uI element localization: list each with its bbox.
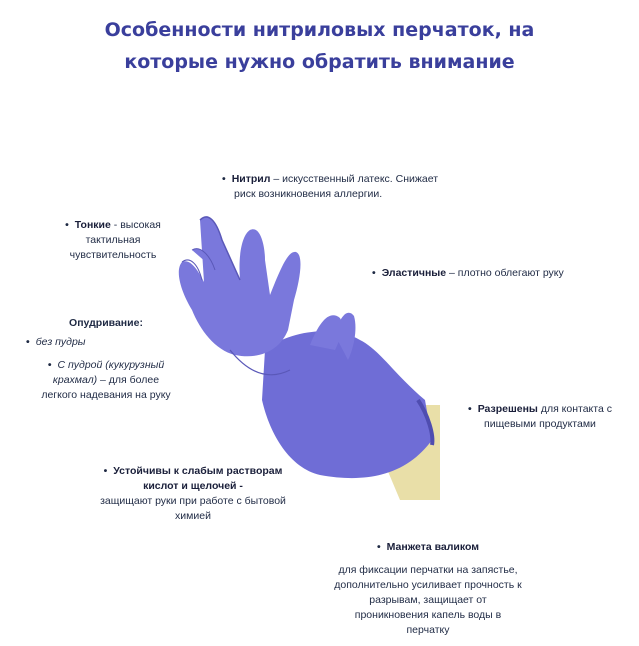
cuff-line-1: для фиксации перчатки на запястье, <box>338 564 518 576</box>
food-term: Разрешены <box>477 403 538 415</box>
food-text-1: для контакта с <box>537 403 612 415</box>
resistant-line-4: химией <box>175 510 211 522</box>
nitrile-term: Нитрил <box>231 173 271 185</box>
thin-text-2: тактильная <box>85 234 141 246</box>
bullet-icon: • <box>65 219 69 231</box>
note-powder <box>16 316 196 403</box>
title-line-2: которые нужно обратить внимание <box>124 51 515 73</box>
bullet-icon: • <box>222 173 226 185</box>
page-title <box>0 14 639 78</box>
powder-item-2-line-2-rest: для более <box>105 374 160 386</box>
bullet-icon: • <box>468 403 472 415</box>
bullet-icon: • <box>376 541 381 553</box>
bullet-icon: • <box>103 465 108 477</box>
thin-text-1: - высокая <box>110 219 161 231</box>
glove-hand-front <box>179 217 301 356</box>
note-cuff <box>318 540 538 638</box>
title-line-1: Особенности нитриловых перчаток, на <box>104 19 535 41</box>
note-food-contact <box>450 402 630 432</box>
cuff-line-3: разрывам, защищает от <box>369 594 487 606</box>
nitrile-text-1: – искусственный латекс. Снижает <box>270 173 439 185</box>
bullet-icon: • <box>26 336 30 348</box>
cuff-line-4: проникновения капель воды в <box>354 609 502 621</box>
elastic-term: Эластичные <box>381 267 447 279</box>
powder-item-2-line-2: крахмал) – <box>52 374 106 386</box>
food-text-2: пищевыми продуктами <box>484 418 596 430</box>
powder-heading: Опудривание: <box>69 317 143 329</box>
powder-item-1: без пудры <box>35 336 86 348</box>
cuff-line-2: дополнительно усиливает прочность к <box>334 579 522 591</box>
resistant-line-3: защищают руки при работе с бытовой <box>100 495 286 507</box>
powder-item-2-line-1: С пудрой (кукурузный <box>57 359 165 371</box>
nitrile-text-2: риск возникновения аллергии. <box>234 188 383 200</box>
thin-text-3: чувствительность <box>69 249 157 261</box>
thin-term: Тонкие <box>74 219 111 231</box>
cuff-heading: Манжета валиком <box>386 541 480 553</box>
cuff-line-5: перчатку <box>406 624 450 636</box>
resistant-line-2: кислот и щелочей - <box>143 480 243 492</box>
note-resistant <box>78 464 308 524</box>
note-elastic <box>372 266 612 281</box>
note-nitrile <box>222 172 462 202</box>
powder-item-2-line-3: легкого надевания на руку <box>41 389 171 401</box>
bullet-icon: • <box>372 267 376 279</box>
note-thin <box>48 218 178 263</box>
elastic-text: – плотно облегают руку <box>446 267 564 279</box>
bullet-icon: • <box>47 359 52 371</box>
resistant-line-1: Устойчивы к слабым растворам <box>113 465 283 477</box>
